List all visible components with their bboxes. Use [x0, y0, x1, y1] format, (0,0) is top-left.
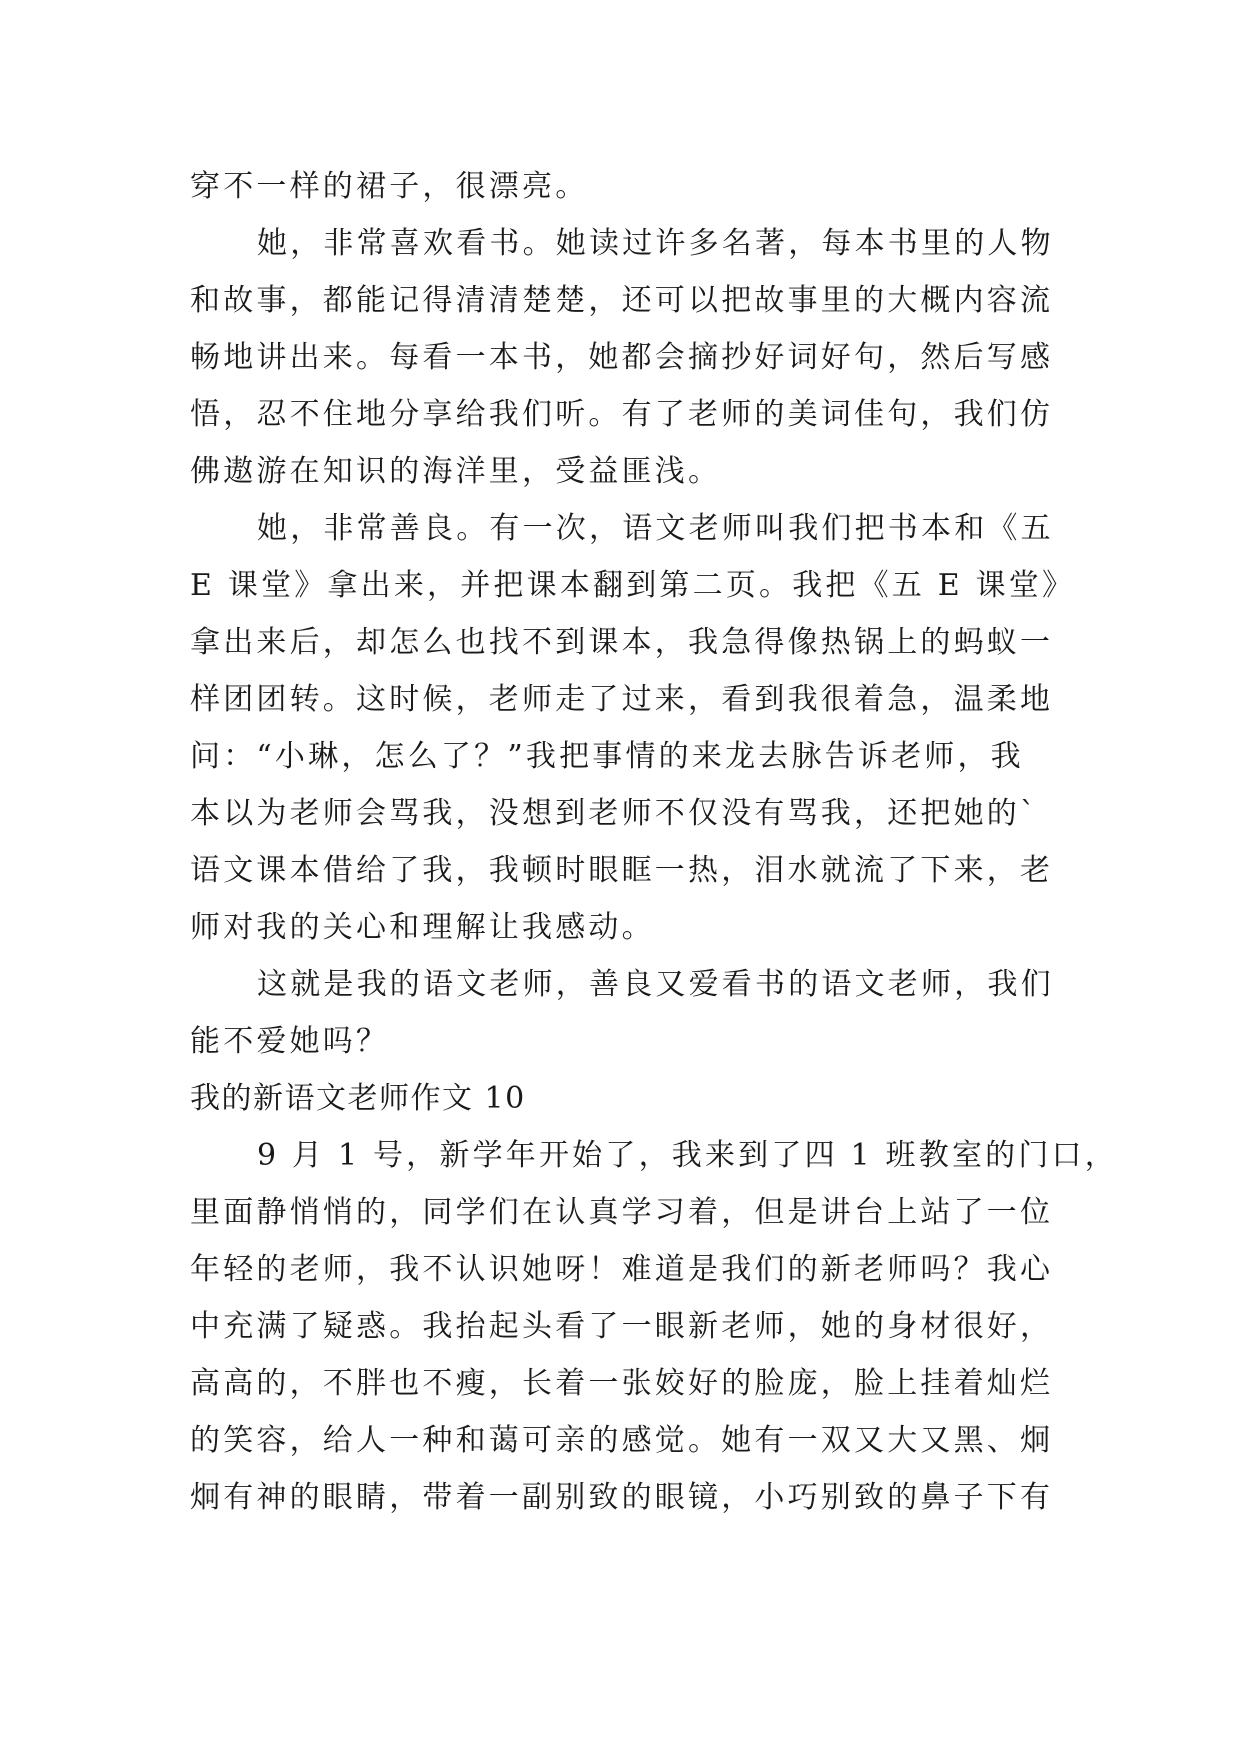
paragraph-start-line: 她，非常善良。有一次，语文老师叫我们把书本和《五: [257, 511, 1054, 546]
text-line: 佛遨游在知识的海洋里，受益匪浅。: [190, 454, 722, 489]
text-line: 问：“小琳，怎么了？”我把事情的来龙去脉告诉老师，我: [190, 739, 1024, 774]
text-line: 和故事，都能记得清清楚楚，还可以把故事里的大概内容流: [190, 283, 1054, 318]
text-line: 畅地讲出来。每看一本书，她都会摘抄好词好句，然后写感: [190, 340, 1054, 375]
text-line: 拿出来后，却怎么也找不到课本，我急得像热锅上的蚂蚁一: [190, 625, 1054, 660]
text-line: 能不爱她吗？: [190, 1024, 390, 1059]
text-line: 穿不一样的裙子，很漂亮。: [190, 169, 589, 204]
text-line: 师对我的关心和理解让我感动。: [190, 910, 655, 945]
text-line: E 课堂》拿出来，并把课本翻到第二页。我把《五 E 课堂》: [190, 568, 1076, 603]
text-line: 悟，忍不住地分享给我们听。有了老师的美词佳句，我们仿: [190, 397, 1054, 432]
text-line: 样团团转。这时候，老师走了过来，看到我很着急，温柔地: [190, 682, 1054, 717]
text-line: 中充满了疑惑。我抬起头看了一眼新老师，她的身材很好，: [190, 1309, 1054, 1344]
section-heading: 我的新语文老师作文 10: [190, 1081, 526, 1116]
paragraph-start-line: 9 月 1 号，新学年开始了，我来到了四 1 班教室的门口，: [257, 1138, 1118, 1173]
text-line: 语文课本借给了我，我顿时眼眶一热，泪水就流了下来，老: [190, 853, 1054, 888]
text-line: 高高的，不胖也不瘦，长着一张姣好的脸庞，脸上挂着灿烂: [190, 1366, 1054, 1401]
text-line: 里面静悄悄的，同学们在认真学习着，但是讲台上站了一位: [190, 1195, 1054, 1230]
text-line: 年轻的老师，我不认识她呀！难道是我们的新老师吗？我心: [190, 1252, 1054, 1287]
text-line: 的笑容，给人一种和蔼可亲的感觉。她有一双又大又黑、炯: [190, 1423, 1054, 1458]
text-line: 本以为老师会骂我，没想到老师不仅没有骂我，还把她的`: [190, 796, 1039, 831]
paragraph-start-line: 这就是我的语文老师，善良又爱看书的语文老师，我们: [257, 967, 1054, 1002]
paragraph-start-line: 她，非常喜欢看书。她读过许多名著，每本书里的人物: [257, 226, 1054, 261]
text-line: 炯有神的眼睛，带着一副别致的眼镜，小巧别致的鼻子下有: [190, 1480, 1054, 1515]
